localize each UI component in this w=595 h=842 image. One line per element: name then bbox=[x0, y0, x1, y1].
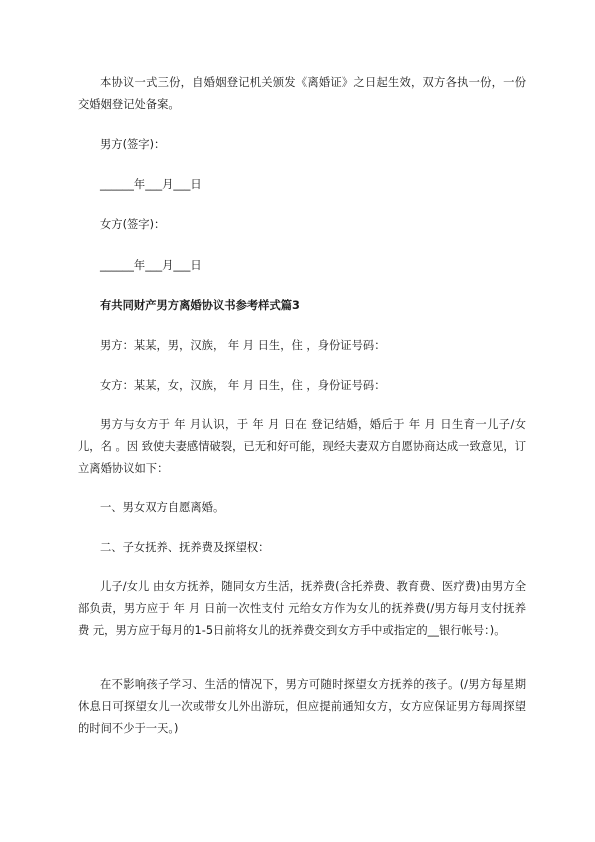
male-signature-line: 男方(签字)： bbox=[100, 138, 166, 151]
female-signature-line: 女方(签字)： bbox=[100, 218, 166, 231]
male-date-line: ______年___月___日 bbox=[100, 178, 202, 191]
male-party-info: 男方：某某，男，汉族， 年 月 日生，住 ，身份证号码： bbox=[100, 339, 386, 352]
paragraph-visitation: 在不影响孩子学习、生活的情况下，男方可随时探望女方抚养的孩子。(/男方每星期休息日可探望女儿一次或带女儿外出游玩，但应提前通知女方，女方应保证男方每周探望的时间不少于一天。) bbox=[78, 678, 526, 735]
clause-two-heading: 二、子女抚养、抚养费及探望权： bbox=[100, 541, 270, 554]
paragraph-background: 男方与女方于 年 月认识，于 年 月 日在 登记结婚，婚后于 年 月 日生育一儿子/女儿，名 。因 致使夫妻感情破裂，已无和好可能，现经夫妻双方自愿协商达成一致意见，订立离婚协议如下： bbox=[78, 418, 526, 475]
paragraph-child-support: 儿子/女儿 由女方抚养，随同女方生活，抚养费(含托养费、教育费、医疗费)由男方全部负责，男方应于 年 月 日前一次性支付 元给女方作为女儿的抚养费(/男方每月支付抚养费 元，男方应于每月的1-5日前将女儿的抚养费交到女方手中或指定的__银行帐号：)。 bbox=[78, 580, 526, 637]
clause-one: 一、男女双方自愿离婚。 bbox=[100, 501, 225, 514]
female-party-info: 女方：某某，女，汉族， 年 月 日生，住 ，身份证号码： bbox=[100, 379, 386, 392]
female-date-line: ______年___月___日 bbox=[100, 259, 202, 272]
section-heading: 有共同财产男方离婚协议书参考样式篇3 bbox=[100, 299, 300, 312]
paragraph-validity: 本协议一式三份，自婚姻登记机关颁发《离婚证》之日起生效，双方各执一份，一份交婚姻登记处备案。 bbox=[78, 76, 526, 111]
